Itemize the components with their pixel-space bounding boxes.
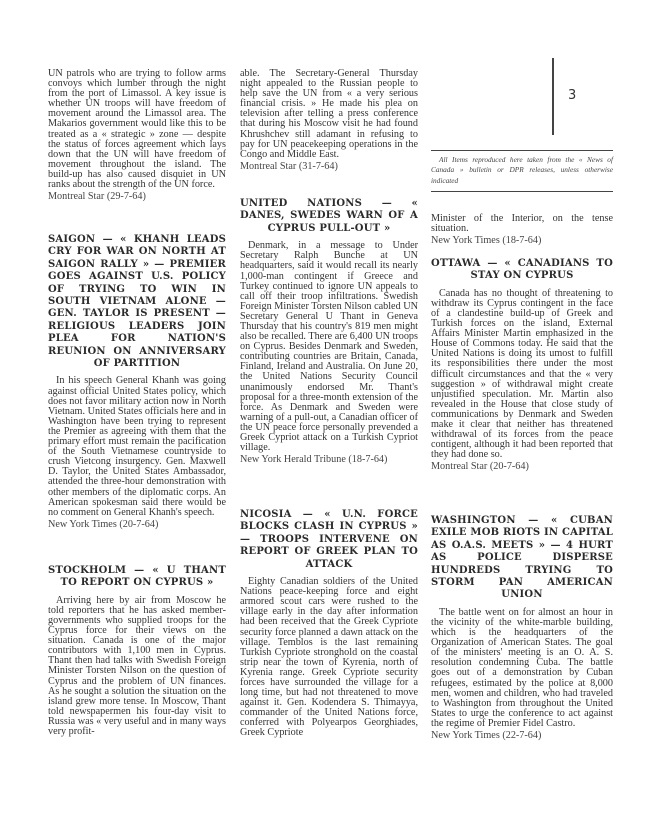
article-body: Canada has no thought of threatening to withdraw its Cyprus contingent in the face of a clandestine build-up of Greek and Turkish forces on the island, External Affairs Minister Martin emphasized in the House of Commons today. He said that the United Nations is doing its umost to fulfill its responsibilities there under the most difficult circumstances and that the « very suggestion » of withdrawal might create unjustified speculation. Mr. Martin also revealed in the House that close study of communications by Denmark and Sweden make it clear that neither has threatened withdrawal of its forces from the peace contigent, although it had been reported that they had done so. <box>431 287 613 461</box>
continued-article <box>240 69 418 173</box>
article-source: New York Times (18-7-64) <box>431 235 542 247</box>
article-source: Montreal Star (31-7-64) <box>240 160 338 172</box>
article-body: Eighty Canadian soldiers of the United Nations peace-keeping force and eight armored scout cars were rushed to the village early in the day after information had been received that the Greek Cypriote security force planned a dawn attack on the village. Temblos is the last remaining Turkish Cypriote stronghold on the coastal strip near the town of Kyrenia, north of Kyrenia range. Greek Cypriote security forces have surrounded the village for a long time, but had not threatened to move against it. Gen. Kodendera S. Thimayya, commander of the United Nations force, conferred with Polyearpos Georghiades, Greek Cypriote <box>240 576 418 739</box>
article-stockholm <box>48 565 226 737</box>
article-nicosia <box>240 509 418 739</box>
article-saigon <box>48 234 226 531</box>
source-notice-box <box>431 150 613 192</box>
article-source: Montreal Star (20-7-64) <box>431 461 529 473</box>
article-body: Denmark, in a message to Under Secretary Ralph Bunche at UN headquarters, said it would recall its nearly 1,000-man contingent if Greece and Turkey continued to ignore UN appeals to call off their troop infiltrations. Swedish Foreign Minister Torsten Nilson cabled UN Secretary General U Thant in Geneva Thursday that his country's 819 men might also be recalled. There are 6,400 UN troops on Cyprus. Besides Denmark and Sweden, contributing countries are Britain, Canada, Finland, Ireland and Australia. On June 20, the United Nations Security Council unanimously endorsed Mr. Thant's proposal for a three-month extension of the force. As Denmark and Sweden were warning of a pull-out, a Canadian officer of the UN peace force personally prevended a Greek Cypriot attack on a Turkish Cypriot village. <box>240 240 418 454</box>
article-headline: NICOSIA — « U.N. FORCE BLOCKS CLASH IN CYPRUS » — TROOPS INTERVENE ON REPORT OF GREEK PLAN TO ATTACK <box>240 509 418 570</box>
source-notice-text: All Items reproduced here taken from the « News of Canada » bulletin or DPR releases, unless otherwise indicated <box>431 155 613 185</box>
article-source: Montreal Star (29-7-64) <box>48 191 146 203</box>
continued-article <box>48 69 226 203</box>
article-body: able. The Secretary-General Thursday night appealed to the Russian people to help save the UN from « a very serious financial crisis. » He made his plea on television after telling a press conference that during his Moscow visit he had found Khrushchev still adamant in refusing to pay for UN peacekeeping operations in the Congo and Middle East. <box>240 68 418 160</box>
article-headline: SAIGON — « KHANH LEADS CRY FOR WAR ON NORTH AT SAIGON RALLY » — PREMIER GOES AGAINST U.S. POLICY OF TRYING TO WIN IN SOUTH VIETNAM ALONE — GEN. TAYLOR IS PRESENT — RELIGIOUS LEADERS JOIN PLEA FOR NATION'S REUNION ON ANNIVERSARY OF PARTITION <box>48 234 226 370</box>
article-headline: UNITED NATIONS — « DANES, SWEDES WARN OF A CYPRUS PULL-OUT » <box>240 198 418 234</box>
article-headline: STOCKHOLM — « U THANT TO REPORT ON CYPRUS » <box>48 565 226 589</box>
article-headline: WASHINGTON — « CUBAN EXILE MOB RIOTS IN CAPITAL AS O.A.S. MEETS » — 4 HURT AS POLICE DISPERSE HUNDREDS TRYING TO STORM PAN AMERICAN UNION <box>431 515 613 601</box>
article-body: Minister of the Interior, on the tense situation. <box>431 213 613 235</box>
continued-article <box>431 214 613 247</box>
article-source: New York Times (22-7-64) <box>431 729 542 741</box>
article-body: In his speech General Khanh was going against official United States policy, which does not favor military action now in North Vietnam. United States officials here and in Washington have been trying to represent the Premier as agreeing with them that the primary effort must remain the pacification of the South Vietnamese countryside to crush Vietcong insurgency. Gen. Maxwell D. Taylor, the United States Ambassador, attended the three-hour demonstration with other members of the diplomatic corps. An American spokesman said there would be no comment on General Khanh's speech. <box>48 375 226 518</box>
article-united-nations <box>240 198 418 466</box>
page-number: 3 <box>568 88 577 103</box>
article-body: Arriving here by air from Moscow he told reporters that he has asked member-governments who supplied troops for the Cyprus force for their views on the situation. Canada is one of the major contributors with 1,100 men in Cyprus. Thant then had talks with Swedish Foreign Minister Torsten Nilson on the question of Cyprus and the problem of UN finances. As he sought a solution the situation on the island grew more tense. In Moscow, Thant told newspapermen his four-day visit to Russia was « very useful and in many ways very profit- <box>48 594 226 738</box>
vertical-rule <box>552 58 554 135</box>
article-headline: OTTAWA — « CANADIANS TO STAY ON CYPRUS <box>431 258 613 282</box>
article-source: New York Times (20-7-64) <box>48 518 159 530</box>
article-body: The battle went on for almost an hour in the vicinity of the white-marble building, which is the headquarters of the Organization of American States. The goal of the ministers' meeting is an O. A. S. resolution condemning Cuba. The battle goes out of a demonstration by Cuban refugees, estimated by the police at 8,000 men, women and children, who had traveled to Washington from throughout the United States to urge the conference to act against the regime of Premier Fidel Castro. <box>431 606 613 729</box>
article-body: UN patrols who are trying to follow arms convoys which lumber through the night from the port of Limassol. A key issue is whether UN troops will have freedom of movement around the Limassol area. The Makarios government would like this to be treated as a « strategic » zone — despite the status of forces agreement which lays down that the UN will have freedom of movement throughout the island. The build-up has also caused disquiet in UN ranks about the strength of the UN force. <box>48 68 226 191</box>
article-ottawa <box>431 258 613 473</box>
article-washington <box>431 515 613 742</box>
article-source: New York Herald Tribune (18-7-64) <box>240 454 388 466</box>
